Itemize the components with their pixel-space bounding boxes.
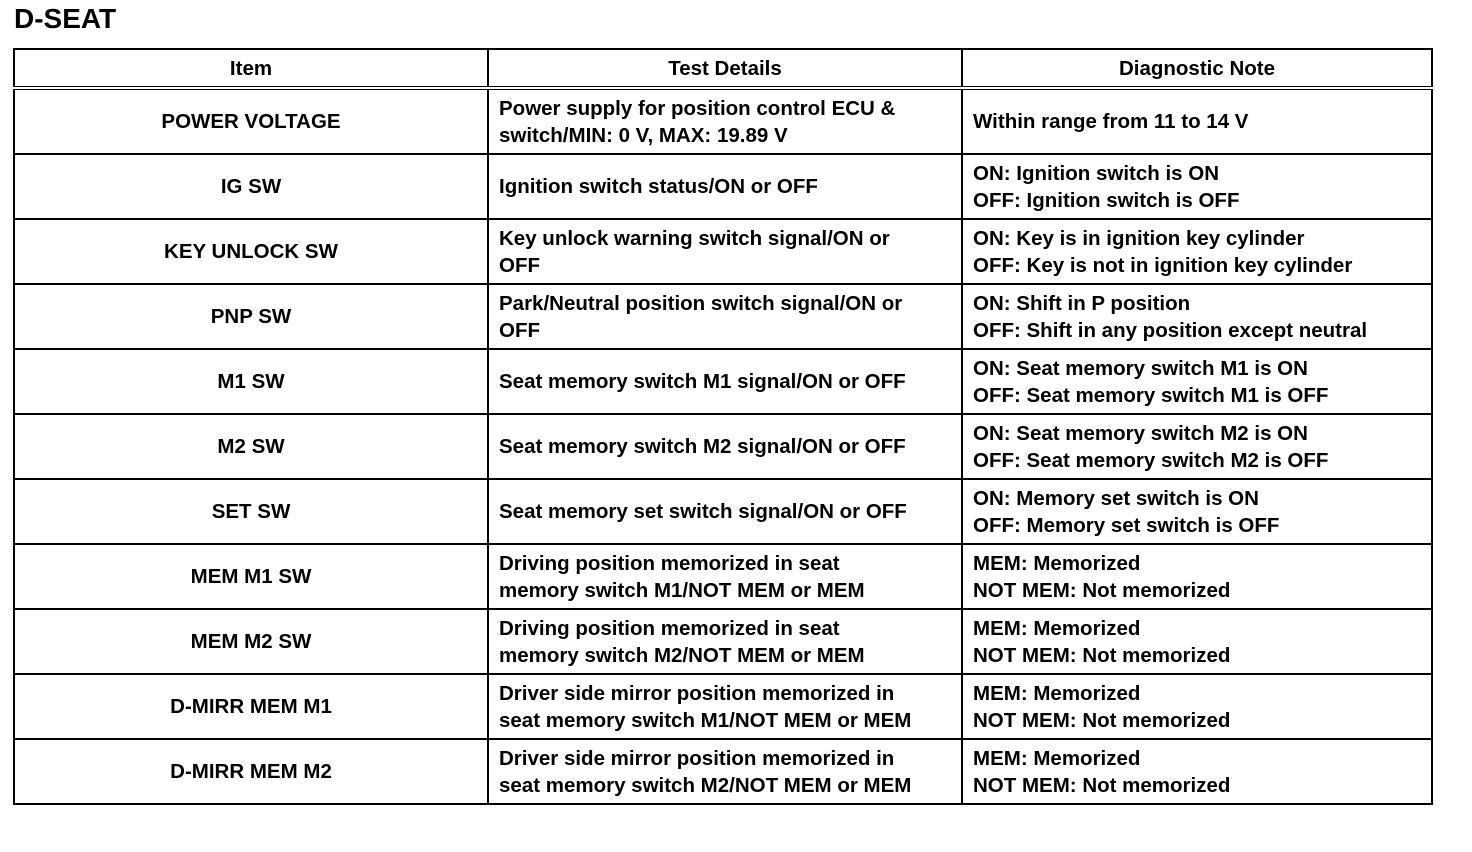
diagnostic-note-line: MEM: Memorized	[973, 746, 1141, 770]
test-details-cell	[488, 479, 962, 544]
page-title: D-SEAT	[14, 3, 117, 34]
test-details-line: Driver side mirror position memorized in	[499, 746, 895, 770]
table-row	[14, 739, 1432, 804]
diagnostic-note-cell	[962, 414, 1432, 479]
diagnostic-note-line: NOT MEM: Not memorized	[973, 578, 1231, 602]
diagnostic-note-line: ON: Memory set switch is ON	[973, 486, 1259, 510]
test-details-line: switch/MIN: 0 V, MAX: 19.89 V	[499, 123, 788, 147]
test-details-line: seat memory switch M1/NOT MEM or MEM	[499, 708, 912, 732]
table-body	[14, 88, 1432, 804]
diagnostic-note-line: OFF: Key is not in ignition key cylinder	[973, 253, 1353, 277]
test-details-line: Driver side mirror position memorized in	[499, 681, 895, 705]
diagnostic-note-line: MEM: Memorized	[973, 551, 1141, 575]
diagnostic-note-line: OFF: Shift in any position except neutral	[973, 318, 1368, 342]
diagnostic-note-line: OFF: Ignition switch is OFF	[973, 188, 1240, 212]
test-details-cell	[488, 414, 962, 479]
table-row	[14, 154, 1432, 219]
item-cell: KEY UNLOCK SW	[14, 219, 488, 284]
column-header-diagnostic-note: Diagnostic Note	[962, 49, 1432, 88]
diagnostic-note-line: NOT MEM: Not memorized	[973, 708, 1231, 732]
table-row	[14, 414, 1432, 479]
item-cell: MEM M2 SW	[14, 609, 488, 674]
item-cell: SET SW	[14, 479, 488, 544]
test-details-cell	[488, 349, 962, 414]
table-row	[14, 284, 1432, 349]
diagnostic-note-cell	[962, 544, 1432, 609]
diagnostic-note-cell	[962, 479, 1432, 544]
test-details-cell	[488, 674, 962, 739]
column-header-item: Item	[14, 49, 488, 88]
table-header-row	[14, 49, 1432, 88]
test-details-cell	[488, 154, 962, 219]
table-row	[14, 609, 1432, 674]
diagnostic-note-line: ON: Ignition switch is ON	[973, 161, 1219, 185]
item-cell: M1 SW	[14, 349, 488, 414]
diagnostic-note-line: OFF: Memory set switch is OFF	[973, 513, 1280, 537]
diagnostic-note-cell	[962, 284, 1432, 349]
item-cell: PNP SW	[14, 284, 488, 349]
test-details-cell	[488, 609, 962, 674]
diagnostic-note-cell	[962, 739, 1432, 804]
diagnostic-note-cell	[962, 349, 1432, 414]
test-details-line: OFF	[499, 318, 540, 342]
test-details-cell	[488, 219, 962, 284]
test-details-line: memory switch M1/NOT MEM or MEM	[499, 578, 865, 602]
table-row	[14, 349, 1432, 414]
diagnostic-note-line: MEM: Memorized	[973, 681, 1141, 705]
item-cell: POWER VOLTAGE	[14, 88, 488, 154]
item-cell: D-MIRR MEM M1	[14, 674, 488, 739]
table-row	[14, 219, 1432, 284]
diagnostic-note-line: ON: Shift in P position	[973, 291, 1191, 315]
diagnostic-note-cell	[962, 219, 1432, 284]
test-details-cell	[488, 544, 962, 609]
item-cell: MEM M1 SW	[14, 544, 488, 609]
diagnostic-note-line: NOT MEM: Not memorized	[973, 643, 1231, 667]
test-details-line: Seat memory switch M1 signal/ON or OFF	[499, 370, 906, 393]
diagnostic-note-line: ON: Key is in ignition key cylinder	[973, 226, 1305, 250]
table-row	[14, 479, 1432, 544]
diagnostic-note-line: ON: Seat memory switch M2 is ON	[973, 421, 1308, 445]
test-details-line: Seat memory switch M2 signal/ON or OFF	[499, 435, 906, 458]
diagnostic-note-cell	[962, 88, 1432, 154]
test-details-line: Seat memory set switch signal/ON or OFF	[499, 500, 907, 523]
diagnostic-note-cell	[962, 154, 1432, 219]
test-details-line: Ignition switch status/ON or OFF	[499, 175, 818, 198]
test-details-line: Park/Neutral position switch signal/ON or	[499, 291, 903, 315]
diagnostic-note-line: NOT MEM: Not memorized	[973, 773, 1231, 797]
test-details-cell	[488, 88, 962, 154]
item-cell: IG SW	[14, 154, 488, 219]
table-row	[14, 88, 1432, 154]
test-details-cell	[488, 739, 962, 804]
column-header-test-details: Test Details	[488, 49, 962, 88]
diagnostic-note-line: MEM: Memorized	[973, 616, 1141, 640]
diagnostic-note-line: OFF: Seat memory switch M1 is OFF	[973, 383, 1329, 407]
diagnostic-note-cell	[962, 674, 1432, 739]
test-details-line: Driving position memorized in seat	[499, 551, 840, 575]
diagnostic-note-line: ON: Seat memory switch M1 is ON	[973, 356, 1308, 380]
test-details-line: Driving position memorized in seat	[499, 616, 840, 640]
diagnostic-note-line: OFF: Seat memory switch M2 is OFF	[973, 448, 1329, 472]
diagnostic-note-cell	[962, 609, 1432, 674]
table-row	[14, 544, 1432, 609]
test-details-line: Power supply for position control ECU &	[499, 96, 896, 120]
test-details-line: OFF	[499, 253, 540, 277]
table-row	[14, 674, 1432, 739]
test-details-cell	[488, 284, 962, 349]
diagnostic-note-line: Within range from 11 to 14 V	[973, 110, 1249, 133]
item-cell: M2 SW	[14, 414, 488, 479]
diagnostic-table	[13, 48, 1433, 805]
test-details-line: memory switch M2/NOT MEM or MEM	[499, 643, 865, 667]
test-details-line: seat memory switch M2/NOT MEM or MEM	[499, 773, 912, 797]
item-cell: D-MIRR MEM M2	[14, 739, 488, 804]
test-details-line: Key unlock warning switch signal/ON or	[499, 226, 890, 250]
